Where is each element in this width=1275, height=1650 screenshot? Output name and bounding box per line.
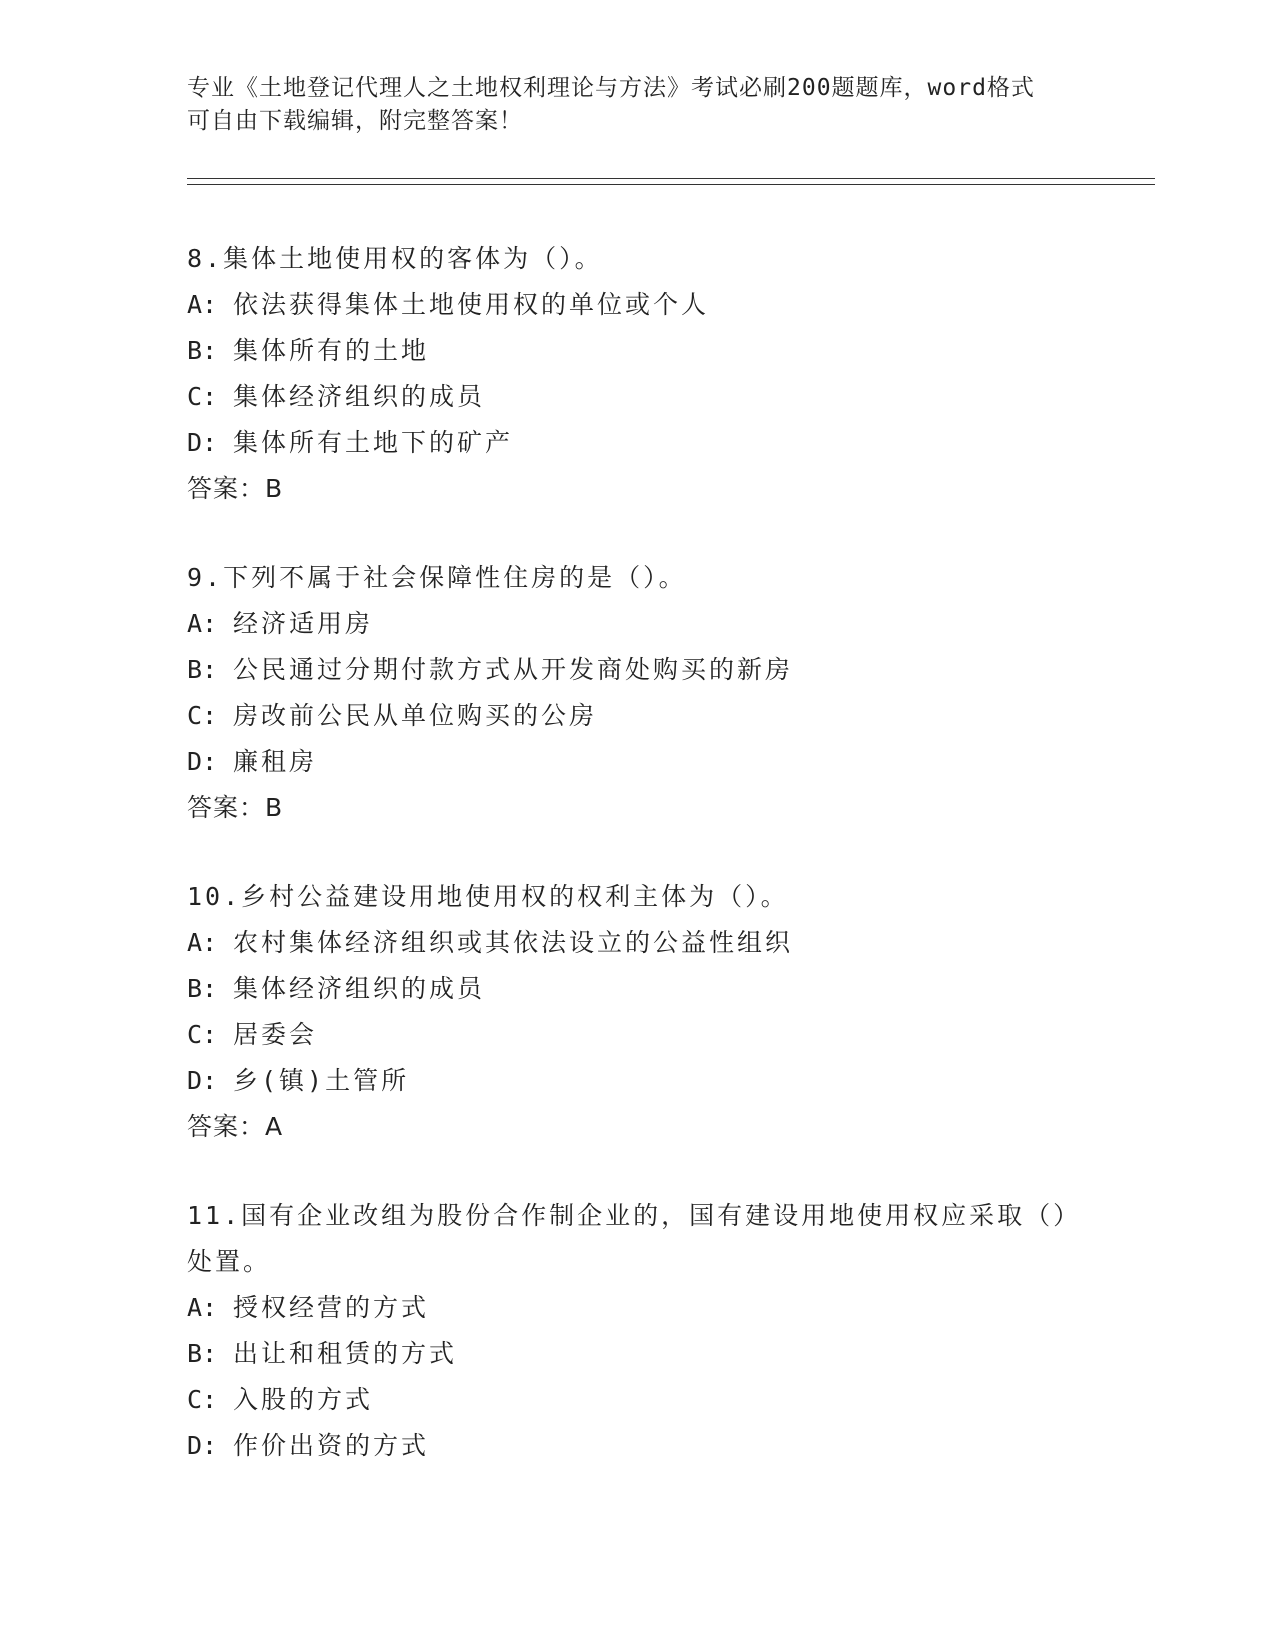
option-text: 出让和租赁的方式 — [233, 1339, 458, 1368]
option-letter: B: — [187, 655, 218, 684]
option-d — [187, 1058, 1087, 1104]
option-b — [187, 647, 1087, 693]
option-letter: B: — [187, 974, 218, 1003]
header-title-line-2: 可自由下载编辑，附完整答案！ — [187, 108, 523, 134]
option-letter: A: — [187, 928, 218, 957]
option-a — [187, 601, 1087, 647]
option-a — [187, 920, 1087, 966]
option-text: 授权经营的方式 — [233, 1293, 430, 1322]
option-letter: D: — [187, 1066, 218, 1095]
header-double-rule — [187, 178, 1155, 185]
option-letter: D: — [187, 1431, 218, 1460]
option-d — [187, 1423, 1087, 1469]
option-text: 经济适用房 — [233, 609, 374, 638]
option-text: 房改前公民从单位购买的公房 — [233, 701, 598, 730]
option-letter: D: — [187, 428, 218, 457]
question-11 — [187, 1193, 1087, 1469]
option-text: 入股的方式 — [233, 1385, 374, 1414]
answer-line: 答案：B — [187, 793, 284, 822]
option-letter: C: — [187, 1385, 218, 1414]
option-letter: C: — [187, 382, 218, 411]
option-d — [187, 739, 1087, 785]
option-text: 依法获得集体土地使用权的单位或个人 — [233, 290, 710, 319]
option-d — [187, 420, 1087, 466]
option-letter: B: — [187, 336, 218, 365]
question-stem: 10.乡村公益建设用地使用权的权利主体为（）。 — [187, 882, 789, 911]
option-c — [187, 693, 1087, 739]
option-c — [187, 1377, 1087, 1423]
question-stem: 9.下列不属于社会保障性住房的是（）。 — [187, 563, 687, 592]
question-list — [187, 236, 1087, 1512]
answer-line: 答案：A — [187, 1112, 284, 1141]
question-stem: 11.国有企业改组为股份合作制企业的，国有建设用地使用权应采取（）处置。 — [187, 1201, 1069, 1276]
option-letter: C: — [187, 701, 218, 730]
option-letter: A: — [187, 290, 218, 319]
question-stem: 8.集体土地使用权的客体为（）。 — [187, 244, 603, 273]
option-b — [187, 1331, 1087, 1377]
option-c — [187, 1012, 1087, 1058]
question-10 — [187, 874, 1087, 1150]
option-c — [187, 374, 1087, 420]
option-letter: D: — [187, 747, 218, 776]
option-text: 乡(镇)土管所 — [233, 1066, 410, 1095]
option-letter: B: — [187, 1339, 218, 1368]
option-text: 廉租房 — [233, 747, 318, 776]
option-b — [187, 328, 1087, 374]
option-letter: A: — [187, 609, 218, 638]
option-text: 作价出资的方式 — [233, 1431, 430, 1460]
document-header — [187, 72, 1067, 138]
option-text: 居委会 — [233, 1020, 318, 1049]
option-text: 农村集体经济组织或其依法设立的公益性组织 — [233, 928, 794, 957]
question-9 — [187, 555, 1087, 831]
option-text: 集体经济组织的成员 — [233, 382, 486, 411]
option-text: 集体所有土地下的矿产 — [233, 428, 514, 457]
header-title-line-1: 专业《土地登记代理人之土地权利理论与方法》考试必刷200题题库，word格式 — [187, 75, 1035, 101]
option-a — [187, 282, 1087, 328]
answer-line: 答案：B — [187, 474, 284, 503]
option-text: 集体所有的土地 — [233, 336, 430, 365]
option-b — [187, 966, 1087, 1012]
option-a — [187, 1285, 1087, 1331]
option-text: 集体经济组织的成员 — [233, 974, 486, 1003]
option-letter: C: — [187, 1020, 218, 1049]
option-letter: A: — [187, 1293, 218, 1322]
option-text: 公民通过分期付款方式从开发商处购买的新房 — [233, 655, 794, 684]
question-8 — [187, 236, 1087, 512]
